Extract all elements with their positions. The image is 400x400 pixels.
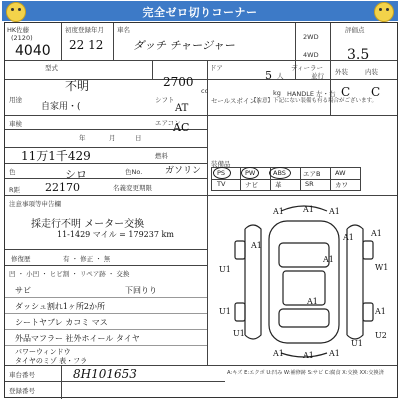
repair-row-text: 外品マフラー 社外ホイール タイヤ	[15, 334, 140, 343]
damage-mark: A1	[273, 207, 284, 216]
damage-mark: A1	[303, 351, 314, 360]
equipment-chip: TV	[217, 180, 226, 188]
mileage-label: R距	[9, 186, 21, 194]
mileage-value: 22170	[45, 181, 80, 194]
damage-mark: U1	[351, 339, 363, 348]
equipment-chip: エアB	[303, 170, 321, 178]
type-value: 不明	[65, 79, 90, 93]
inspection-year-label: 年	[79, 134, 86, 142]
equipment-chip: ABS	[273, 169, 286, 177]
repair-row-text: タイヤのミゾ 表・フラ	[15, 357, 88, 365]
sales-point-note: 【注意】下記にない装備も有る場合がございます。	[251, 98, 378, 104]
fuel-value: ガソリン	[165, 166, 202, 176]
car-outline-svg	[211, 199, 397, 363]
damage-mark: A1	[371, 229, 382, 238]
fuel-label: 燃料	[155, 152, 168, 160]
displacement-value: 2700	[163, 75, 194, 89]
damage-mark: U1	[219, 265, 231, 274]
equipment-chip: ナビ	[245, 181, 258, 189]
displacement-unit: cc	[201, 87, 209, 95]
damage-mark: U1	[233, 329, 245, 338]
sales-point-label: セールスポイント	[211, 97, 263, 105]
use-value: 自家用・(	[41, 102, 81, 112]
first-reg-label: 初度登録年月	[65, 26, 104, 34]
notes-line2: 11-1429 マイル = 179237 km	[57, 230, 174, 239]
banner	[2, 1, 398, 21]
banner-title: 完全ゼロ切りコーナー	[142, 6, 258, 19]
equipment-chip: 革	[275, 181, 282, 189]
doors-value: 5	[265, 69, 272, 82]
ac-label: エアコン	[155, 119, 181, 127]
exterior-value: C	[341, 85, 351, 99]
seats-unit: 人	[277, 72, 284, 80]
type-label: 型式	[45, 64, 58, 72]
equipment-chip: SR	[305, 180, 314, 188]
mascot-right-icon	[374, 2, 394, 22]
handle-label: HANDLE 左・右	[287, 90, 336, 98]
ac-value: AC	[173, 121, 190, 134]
repair-row-text: ダッシュ割れ1ヶ所2か所	[15, 302, 106, 311]
model-name-value: ダッチ チャージャー	[133, 39, 235, 52]
dealer-label: ディーラー	[291, 64, 323, 72]
trans-label: シフト	[155, 96, 175, 104]
repair-history-options: 有 ・ 修正 ・ 無	[63, 255, 111, 263]
damage-mark: U2	[375, 331, 387, 340]
repair-row-text: シートヤブレ カコミ マス	[15, 318, 108, 327]
lot-number: 4040	[15, 43, 51, 59]
repair-row-text: パワーウィンドウ	[15, 348, 71, 356]
damage-mark: A1	[323, 255, 334, 264]
interior-label: 内装	[365, 68, 378, 76]
hall-label: HK佐藤	[7, 26, 30, 34]
exterior-label: 外装	[335, 68, 348, 76]
memo-label: 名義変更期限	[113, 184, 152, 192]
repair-row-right: 下回りり	[125, 286, 157, 295]
inspection-label: 車検	[9, 120, 22, 128]
damage-legend: A:キズ E:エクボ U:凹み W:補修跡 S:サビ C:腐食 X:交換 XX:交換済	[227, 370, 384, 376]
doors-label: ドア	[210, 64, 223, 72]
notes-label: 注意事項等申告欄	[9, 200, 61, 208]
damage-mark: A1	[329, 207, 340, 216]
color-label: 色	[9, 168, 16, 176]
score-value: 3.5	[347, 47, 370, 63]
damage-mark: A1	[375, 307, 386, 316]
chassis-label: 車台番号	[9, 371, 35, 379]
score-label: 評価点	[345, 26, 365, 34]
drive-2wd: 2WD	[303, 33, 319, 41]
damage-mark: A1	[307, 297, 318, 306]
equipment-chip: PS	[217, 169, 226, 177]
color-no-label: 色No.	[125, 168, 143, 176]
equipment-chip: AW	[335, 169, 346, 177]
damage-mark: A1	[329, 349, 340, 358]
equipment-chip: カワ	[335, 181, 348, 189]
damage-mark: A1	[251, 241, 262, 250]
color-value: シロ	[65, 168, 87, 181]
model-name-label: 車名	[117, 26, 130, 34]
inspection-value: 11万1千429	[21, 149, 91, 163]
damage-marks: 凹 ・ 小凹 ・ ヒビ割 ・ リペア跡 ・ 交換	[9, 270, 130, 278]
registration-label: 登録番号	[9, 387, 35, 395]
equipment-chip: PW	[245, 169, 256, 177]
use-label: 用途	[9, 96, 22, 104]
interior-value: C	[371, 85, 381, 99]
damage-mark: W1	[375, 263, 389, 272]
drive-4wd: 4WD	[303, 51, 319, 59]
equipment-label: 装備品	[211, 160, 231, 168]
car-damage-diagram	[211, 199, 397, 363]
damage-mark: A1	[273, 349, 284, 358]
chassis-value: 8H101653	[73, 367, 137, 381]
import-label: 並行	[311, 72, 324, 80]
ps-circle-mark	[213, 167, 231, 179]
inspection-sheet	[4, 22, 398, 398]
damage-mark: A1	[343, 233, 354, 242]
first-reg-value: 22 12	[69, 38, 104, 52]
notes-line1: 採走行不明 メーター交換	[31, 219, 145, 230]
damage-mark: A1	[303, 205, 314, 214]
pw-circle-mark	[241, 167, 259, 179]
damage-mark: U1	[219, 307, 231, 316]
abs-circle-mark	[269, 167, 291, 179]
trans-value: AT	[175, 103, 189, 114]
repair-row-text: サビ	[15, 286, 31, 295]
hall-code: (2120)	[11, 34, 33, 42]
inspection-day-label: 日	[135, 134, 142, 142]
repair-history-label: 修復歴	[11, 255, 31, 263]
load-unit: kg	[273, 89, 281, 97]
inspection-month-label: 月	[109, 134, 116, 142]
